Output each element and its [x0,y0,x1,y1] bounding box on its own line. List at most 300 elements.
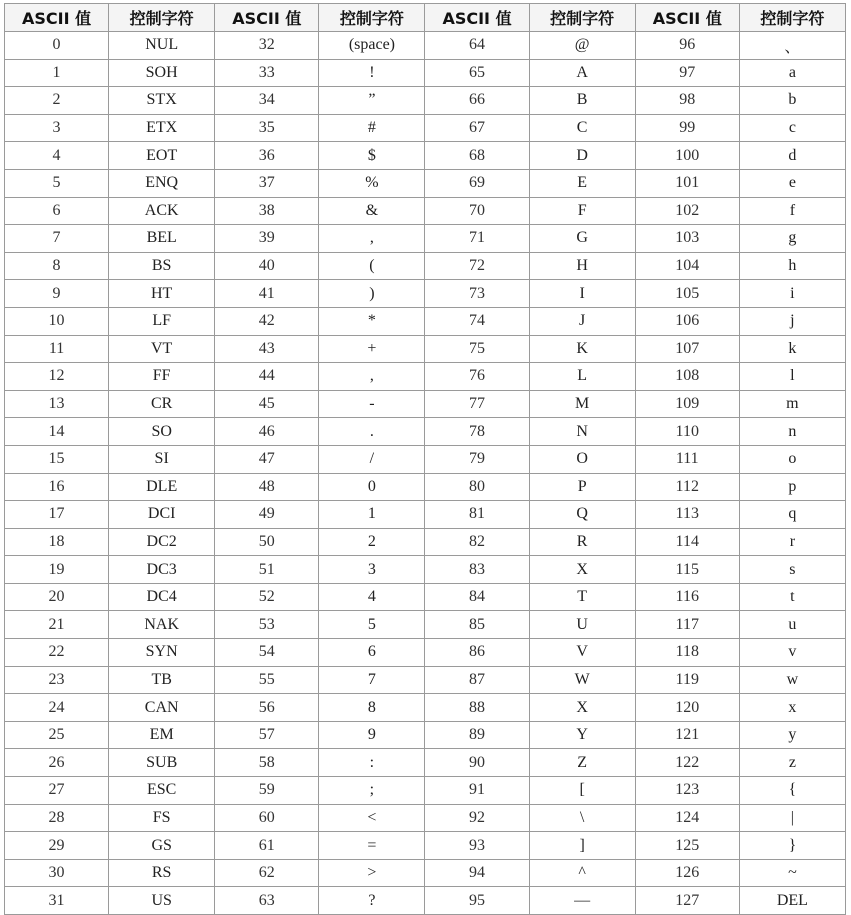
ascii-value-cell: 4 [5,142,109,170]
control-char-cell: m [739,390,845,418]
control-char-cell: U [529,611,635,639]
ascii-value-cell: 102 [635,197,739,225]
control-char-cell: ; [319,777,425,805]
ascii-value-cell: 21 [5,611,109,639]
control-char-cell: LF [109,307,215,335]
control-char-cell: [ [529,777,635,805]
control-char-cell: y [739,721,845,749]
control-char-cell: J [529,307,635,335]
ascii-value-cell: 28 [5,804,109,832]
control-char-cell: C [529,114,635,142]
control-char-cell: TB [109,666,215,694]
control-char-cell: SI [109,445,215,473]
table-row [5,335,846,363]
ascii-value-cell: 39 [215,225,319,253]
control-char-cell: K [529,335,635,363]
ascii-value-cell: 29 [5,832,109,860]
ascii-value-cell: 56 [215,694,319,722]
ascii-value-cell: 84 [425,583,529,611]
control-char-cell: r [739,528,845,556]
control-char-cell: x [739,694,845,722]
table-row [5,832,846,860]
ascii-value-cell: 9 [5,280,109,308]
ascii-value-cell: 5 [5,169,109,197]
ascii-value-cell: 76 [425,363,529,391]
ascii-value-cell: 69 [425,169,529,197]
ascii-value-cell: 105 [635,280,739,308]
ascii-value-cell: 20 [5,583,109,611]
table-row [5,32,846,60]
control-char-cell: ESC [109,777,215,805]
ascii-value-cell: 123 [635,777,739,805]
table-row [5,859,846,887]
ascii-value-cell: 49 [215,501,319,529]
control-char-cell: DC4 [109,583,215,611]
control-char-cell: 1 [319,501,425,529]
control-char-cell: j [739,307,845,335]
ascii-value-cell: 34 [215,87,319,115]
ascii-value-cell: 58 [215,749,319,777]
control-char-cell: ACK [109,197,215,225]
control-char-cell: E [529,169,635,197]
control-char-cell: P [529,473,635,501]
control-char-cell: X [529,694,635,722]
table-row [5,777,846,805]
ascii-value-cell: 77 [425,390,529,418]
header-ascii-value-1: ASCII 值 [5,4,109,32]
control-char-cell: $ [319,142,425,170]
control-char-cell: > [319,859,425,887]
ascii-value-cell: 15 [5,445,109,473]
control-char-cell: DC2 [109,528,215,556]
control-char-cell: # [319,114,425,142]
ascii-value-cell: 50 [215,528,319,556]
ascii-value-cell: 44 [215,363,319,391]
control-char-cell: \ [529,804,635,832]
ascii-value-cell: 26 [5,749,109,777]
ascii-value-cell: 40 [215,252,319,280]
control-char-cell: CAN [109,694,215,722]
control-char-cell: H [529,252,635,280]
ascii-value-cell: 80 [425,473,529,501]
ascii-value-cell: 6 [5,197,109,225]
table-row [5,307,846,335]
control-char-cell: 、 [739,32,845,60]
control-char-cell: SOH [109,59,215,87]
ascii-value-cell: 93 [425,832,529,860]
table-header [5,4,846,32]
ascii-value-cell: 63 [215,887,319,915]
control-char-cell: ^ [529,859,635,887]
ascii-value-cell: 126 [635,859,739,887]
ascii-value-cell: 87 [425,666,529,694]
header-control-char-2: 控制字符 [319,4,425,32]
ascii-value-cell: 75 [425,335,529,363]
ascii-value-cell: 17 [5,501,109,529]
ascii-value-cell: 31 [5,887,109,915]
table-row [5,721,846,749]
header-ascii-value-2: ASCII 值 [215,4,319,32]
control-char-cell: M [529,390,635,418]
ascii-value-cell: 88 [425,694,529,722]
control-char-cell: q [739,501,845,529]
ascii-value-cell: 47 [215,445,319,473]
ascii-value-cell: 51 [215,556,319,584]
control-char-cell: - [319,390,425,418]
control-char-cell: ? [319,887,425,915]
header-control-char-4: 控制字符 [739,4,845,32]
ascii-value-cell: 90 [425,749,529,777]
control-char-cell: O [529,445,635,473]
ascii-value-cell: 74 [425,307,529,335]
control-char-cell: g [739,225,845,253]
ascii-value-cell: 113 [635,501,739,529]
table-row [5,252,846,280]
control-char-cell: e [739,169,845,197]
control-char-cell: h [739,252,845,280]
control-char-cell: Z [529,749,635,777]
ascii-value-cell: 12 [5,363,109,391]
control-char-cell: (space) [319,32,425,60]
ascii-value-cell: 32 [215,32,319,60]
control-char-cell: o [739,445,845,473]
ascii-value-cell: 13 [5,390,109,418]
control-char-cell: & [319,197,425,225]
table-row [5,142,846,170]
control-char-cell: 8 [319,694,425,722]
ascii-value-cell: 48 [215,473,319,501]
control-char-cell: b [739,87,845,115]
control-char-cell: DEL [739,887,845,915]
table-row [5,225,846,253]
control-char-cell: + [319,335,425,363]
control-char-cell: ~ [739,859,845,887]
ascii-value-cell: 91 [425,777,529,805]
ascii-value-cell: 95 [425,887,529,915]
table-row [5,666,846,694]
ascii-value-cell: 89 [425,721,529,749]
ascii-value-cell: 78 [425,418,529,446]
control-char-cell: i [739,280,845,308]
ascii-value-cell: 45 [215,390,319,418]
ascii-value-cell: 98 [635,87,739,115]
control-char-cell: * [319,307,425,335]
table-row [5,445,846,473]
ascii-value-cell: 72 [425,252,529,280]
control-char-cell: a [739,59,845,87]
ascii-value-cell: 46 [215,418,319,446]
table-row [5,804,846,832]
header-ascii-value-3: ASCII 值 [425,4,529,32]
control-char-cell: z [739,749,845,777]
control-char-cell: . [319,418,425,446]
table-row [5,280,846,308]
ascii-value-cell: 127 [635,887,739,915]
ascii-value-cell: 24 [5,694,109,722]
control-char-cell: Q [529,501,635,529]
ascii-value-cell: 8 [5,252,109,280]
ascii-value-cell: 120 [635,694,739,722]
control-char-cell: GS [109,832,215,860]
ascii-value-cell: 42 [215,307,319,335]
ascii-value-cell: 107 [635,335,739,363]
control-char-cell: ETX [109,114,215,142]
control-char-cell: FS [109,804,215,832]
table-row [5,114,846,142]
ascii-value-cell: 38 [215,197,319,225]
ascii-value-cell: 104 [635,252,739,280]
header-row [5,4,846,32]
control-char-cell: 6 [319,639,425,667]
ascii-table [4,3,846,915]
ascii-value-cell: 59 [215,777,319,805]
ascii-value-cell: 54 [215,639,319,667]
ascii-value-cell: 71 [425,225,529,253]
control-char-cell: CR [109,390,215,418]
ascii-value-cell: 110 [635,418,739,446]
ascii-value-cell: 14 [5,418,109,446]
ascii-value-cell: 57 [215,721,319,749]
control-char-cell: G [529,225,635,253]
header-control-char-1: 控制字符 [109,4,215,32]
ascii-value-cell: 66 [425,87,529,115]
ascii-value-cell: 62 [215,859,319,887]
control-char-cell: ) [319,280,425,308]
control-char-cell: ! [319,59,425,87]
control-char-cell: p [739,473,845,501]
table-row [5,501,846,529]
ascii-value-cell: 106 [635,307,739,335]
control-char-cell: A [529,59,635,87]
control-char-cell: @ [529,32,635,60]
table-row [5,363,846,391]
control-char-cell: , [319,225,425,253]
ascii-value-cell: 22 [5,639,109,667]
control-char-cell: w [739,666,845,694]
table-row [5,749,846,777]
control-char-cell: US [109,887,215,915]
ascii-value-cell: 81 [425,501,529,529]
control-char-cell: d [739,142,845,170]
control-char-cell: / [319,445,425,473]
ascii-value-cell: 116 [635,583,739,611]
table-row [5,583,846,611]
control-char-cell: k [739,335,845,363]
ascii-value-cell: 109 [635,390,739,418]
control-char-cell: u [739,611,845,639]
control-char-cell: 3 [319,556,425,584]
table-row [5,694,846,722]
control-char-cell: 9 [319,721,425,749]
ascii-value-cell: 79 [425,445,529,473]
control-char-cell: 2 [319,528,425,556]
control-char-cell: FF [109,363,215,391]
ascii-value-cell: 118 [635,639,739,667]
ascii-value-cell: 73 [425,280,529,308]
control-char-cell: EM [109,721,215,749]
ascii-value-cell: 53 [215,611,319,639]
control-char-cell: = [319,832,425,860]
ascii-value-cell: 85 [425,611,529,639]
ascii-value-cell: 0 [5,32,109,60]
ascii-value-cell: 99 [635,114,739,142]
table-body [5,32,846,915]
ascii-value-cell: 23 [5,666,109,694]
ascii-value-cell: 60 [215,804,319,832]
ascii-value-cell: 92 [425,804,529,832]
ascii-value-cell: 7 [5,225,109,253]
control-char-cell: N [529,418,635,446]
control-char-cell: s [739,556,845,584]
ascii-value-cell: 100 [635,142,739,170]
control-char-cell: v [739,639,845,667]
control-char-cell: l [739,363,845,391]
ascii-value-cell: 97 [635,59,739,87]
ascii-value-cell: 119 [635,666,739,694]
table-row [5,418,846,446]
control-char-cell: W [529,666,635,694]
control-char-cell: B [529,87,635,115]
table-row [5,473,846,501]
control-char-cell: Y [529,721,635,749]
ascii-value-cell: 68 [425,142,529,170]
ascii-value-cell: 64 [425,32,529,60]
control-char-cell: : [319,749,425,777]
ascii-value-cell: 35 [215,114,319,142]
control-char-cell: } [739,832,845,860]
control-char-cell: NUL [109,32,215,60]
control-char-cell: R [529,528,635,556]
control-char-cell: SO [109,418,215,446]
control-char-cell: EOT [109,142,215,170]
control-char-cell: , [319,363,425,391]
ascii-value-cell: 36 [215,142,319,170]
ascii-value-cell: 122 [635,749,739,777]
ascii-value-cell: 16 [5,473,109,501]
control-char-cell: — [529,887,635,915]
control-char-cell: F [529,197,635,225]
control-char-cell: VT [109,335,215,363]
control-char-cell: { [739,777,845,805]
ascii-value-cell: 124 [635,804,739,832]
ascii-value-cell: 43 [215,335,319,363]
control-char-cell: STX [109,87,215,115]
ascii-value-cell: 115 [635,556,739,584]
control-char-cell: RS [109,859,215,887]
control-char-cell: T [529,583,635,611]
table-row [5,556,846,584]
table-row [5,390,846,418]
control-char-cell: BEL [109,225,215,253]
control-char-cell: NAK [109,611,215,639]
control-char-cell: DC3 [109,556,215,584]
control-char-cell: ] [529,832,635,860]
ascii-value-cell: 61 [215,832,319,860]
ascii-value-cell: 94 [425,859,529,887]
ascii-value-cell: 125 [635,832,739,860]
ascii-value-cell: 2 [5,87,109,115]
control-char-cell: I [529,280,635,308]
ascii-value-cell: 65 [425,59,529,87]
header-ascii-value-4: ASCII 值 [635,4,739,32]
control-char-cell: < [319,804,425,832]
ascii-value-cell: 96 [635,32,739,60]
ascii-value-cell: 82 [425,528,529,556]
table-row [5,611,846,639]
control-char-cell: D [529,142,635,170]
control-char-cell: BS [109,252,215,280]
control-char-cell: f [739,197,845,225]
ascii-value-cell: 19 [5,556,109,584]
ascii-value-cell: 111 [635,445,739,473]
control-char-cell: DLE [109,473,215,501]
control-char-cell: ” [319,87,425,115]
control-char-cell: ( [319,252,425,280]
table-row [5,87,846,115]
ascii-value-cell: 67 [425,114,529,142]
ascii-value-cell: 1 [5,59,109,87]
ascii-value-cell: 18 [5,528,109,556]
control-char-cell: 7 [319,666,425,694]
ascii-value-cell: 3 [5,114,109,142]
control-char-cell: L [529,363,635,391]
ascii-value-cell: 33 [215,59,319,87]
ascii-value-cell: 30 [5,859,109,887]
ascii-value-cell: 83 [425,556,529,584]
ascii-value-cell: 55 [215,666,319,694]
control-char-cell: 4 [319,583,425,611]
control-char-cell: 0 [319,473,425,501]
control-char-cell: X [529,556,635,584]
ascii-value-cell: 112 [635,473,739,501]
control-char-cell: n [739,418,845,446]
ascii-value-cell: 25 [5,721,109,749]
ascii-value-cell: 41 [215,280,319,308]
ascii-value-cell: 121 [635,721,739,749]
control-char-cell: V [529,639,635,667]
ascii-value-cell: 117 [635,611,739,639]
table-row [5,197,846,225]
ascii-value-cell: 70 [425,197,529,225]
control-char-cell: SUB [109,749,215,777]
ascii-value-cell: 103 [635,225,739,253]
table-row [5,887,846,915]
control-char-cell: HT [109,280,215,308]
control-char-cell: ENQ [109,169,215,197]
ascii-value-cell: 86 [425,639,529,667]
control-char-cell: SYN [109,639,215,667]
ascii-value-cell: 11 [5,335,109,363]
control-char-cell: | [739,804,845,832]
header-control-char-3: 控制字符 [529,4,635,32]
control-char-cell: DCI [109,501,215,529]
ascii-value-cell: 108 [635,363,739,391]
ascii-value-cell: 114 [635,528,739,556]
control-char-cell: % [319,169,425,197]
table-row [5,639,846,667]
control-char-cell: c [739,114,845,142]
ascii-value-cell: 37 [215,169,319,197]
ascii-value-cell: 27 [5,777,109,805]
control-char-cell: 5 [319,611,425,639]
table-row [5,528,846,556]
ascii-value-cell: 10 [5,307,109,335]
control-char-cell: t [739,583,845,611]
ascii-value-cell: 101 [635,169,739,197]
table-row [5,169,846,197]
ascii-value-cell: 52 [215,583,319,611]
table-row [5,59,846,87]
